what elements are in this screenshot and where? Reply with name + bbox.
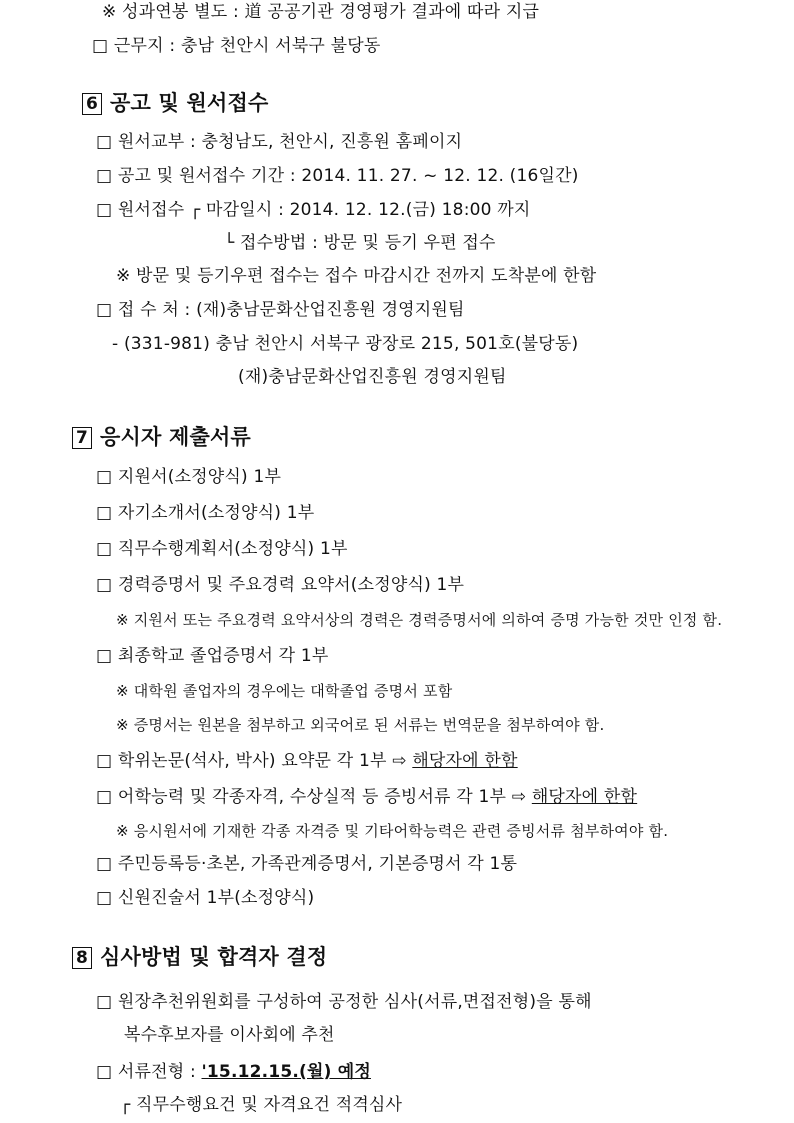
s7-thesis-note: 해당자에 한함 xyxy=(412,751,518,771)
s8-doc-date: '15.12.15.(월) 예정 xyxy=(201,1062,371,1082)
s7-item-job-plan: □ 직무수행계획서(소정양식) 1부 xyxy=(96,539,348,559)
s6-method: └ 접수방법 : 방문 및 등기 우편 접수 xyxy=(224,233,496,253)
s7-note-career: ※ 지원서 또는 주요경력 요약서상의 경력은 경력증명서에 의하여 증명 가능한 것만 인정 함. xyxy=(116,611,723,629)
s8-doc-text: □ 서류전형 : xyxy=(96,1062,202,1082)
s7-thesis-text: □ 학위논문(석사, 박사) 요약문 각 1부 ⇨ xyxy=(96,751,413,771)
s6-period: □ 공고 및 원서접수 기간 : 2014. 11. 27. ~ 12. 12. (16일간) xyxy=(96,166,579,186)
s7-item-background: □ 신원진술서 1부(소정양식) xyxy=(96,888,315,908)
s6-deadline: □ 원서접수 ┌ 마감일시 : 2014. 12. 12.(금) 18:00 까지 xyxy=(96,200,531,220)
intro-workplace: □ 근무지 : 충남 천안시 서북구 불당동 xyxy=(92,36,381,56)
s7-item-resident: □ 주민등록등·초본, 가족관계증명서, 기본증명서 각 1통 xyxy=(96,854,518,874)
s7-note-graduate: ※ 대학원 졸업자의 경우에는 대학졸업 증명서 포함 xyxy=(116,682,453,700)
s8-committee: □ 원장추천위원회를 구성하여 공정한 심사(서류,면접전형)을 통해 xyxy=(96,992,592,1012)
s7-cert-text: □ 어학능력 및 각종자격, 수상실적 등 증빙서류 각 1부 ⇨ xyxy=(96,787,532,807)
section8-title: 심사방법 및 합격자 결정 xyxy=(100,945,328,969)
s7-item-career: □ 경력증명서 및 주요경력 요약서(소정양식) 1부 xyxy=(96,575,465,595)
s7-item-thesis xyxy=(96,750,518,772)
section7-title: 응시자 제출서류 xyxy=(100,425,251,449)
section6-number: 6 xyxy=(82,93,102,115)
s6-address: - (331-981) 충남 천안시 서북구 광장로 215, 501호(불당동) xyxy=(112,334,579,354)
s6-reception-place: □ 접 수 처 : (재)충남문화산업진흥원 경영지원팀 xyxy=(96,300,465,320)
section8-heading xyxy=(72,944,327,970)
s8-requirements: ┌ 직무수행요건 및 자격요건 적격심사 xyxy=(120,1095,403,1115)
s7-note-cert: ※ 응시원서에 기재한 각종 자격증 및 기타어학능력은 관련 증빙서류 첨부하여야 함. xyxy=(116,822,669,840)
s7-item-application: □ 지원서(소정양식) 1부 xyxy=(96,467,282,487)
s7-item-self-intro: □ 자기소개서(소정양식) 1부 xyxy=(96,503,315,523)
s8-committee-cont: 복수후보자를 이사회에 추천 xyxy=(124,1025,335,1045)
s7-item-certificates xyxy=(96,786,637,808)
section6-heading xyxy=(82,90,268,116)
s7-cert-note: 해당자에 한함 xyxy=(531,787,638,807)
s6-application-form: □ 원서교부 : 충청남도, 천안시, 진흥원 홈페이지 xyxy=(96,132,463,152)
s6-address-team: (재)충남문화산업진흥원 경영지원팀 xyxy=(238,367,507,387)
section7-heading xyxy=(72,424,251,450)
section8-number: 8 xyxy=(72,947,92,969)
section7-number: 7 xyxy=(72,427,92,449)
s6-arrival-note: ※ 방문 및 등기우편 접수는 접수 마감시간 전까지 도착분에 한함 xyxy=(116,266,597,286)
s7-item-graduation: □ 최종학교 졸업증명서 각 1부 xyxy=(96,646,329,666)
s7-note-original: ※ 증명서는 원본을 첨부하고 외국어로 된 서류는 번역문을 첨부하여야 함. xyxy=(116,716,605,734)
intro-salary-note: ※ 성과연봉 별도 : 道 공공기관 경영평가 결과에 따라 지급 xyxy=(102,2,540,22)
section6-title: 공고 및 원서접수 xyxy=(110,91,269,115)
s8-document-screening xyxy=(96,1061,371,1083)
